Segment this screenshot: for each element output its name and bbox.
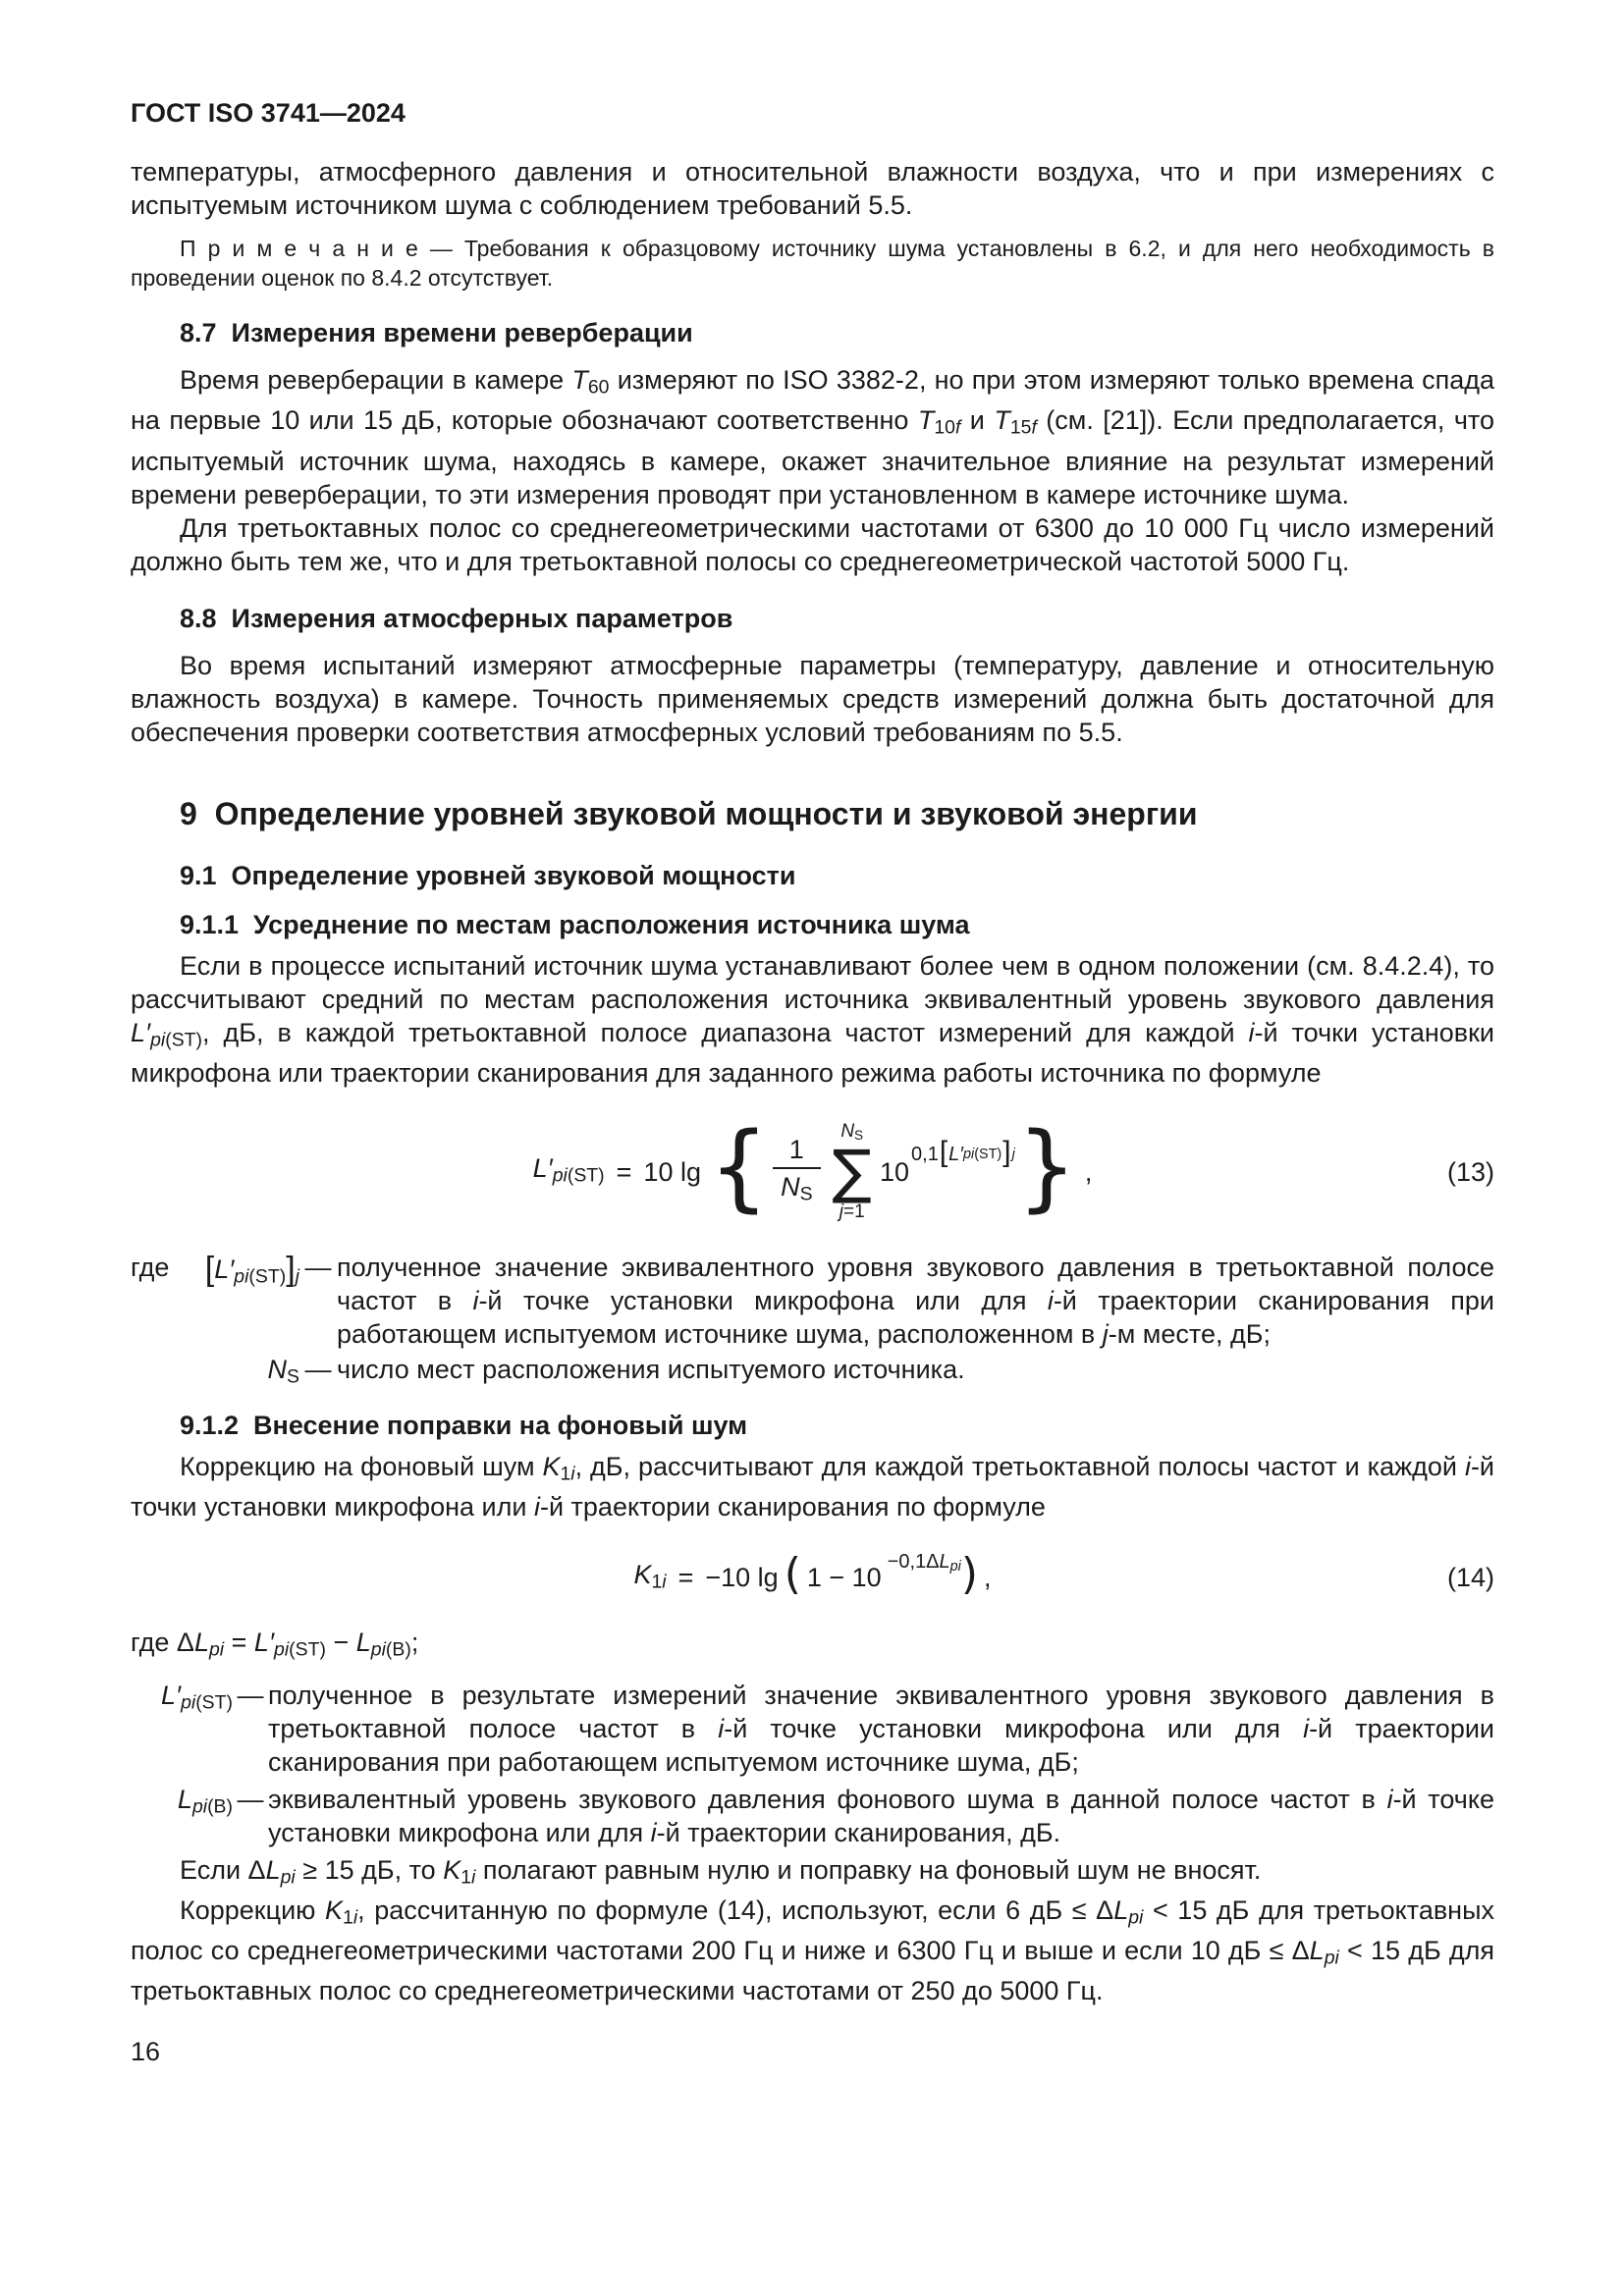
paragraph-continuation: температуры, атмосферного давления и относительной влажности воздуха, что и при измерениях с испытуемым источником шума с соблюдением требований 5.5. [131,157,1494,220]
equals-sign: = [616,1156,632,1187]
definition-lpist [131,1679,1494,1779]
heading-9-1-1: 9.1.1 Усреднение по местам расположения источника шума [180,909,970,939]
paragraph-k-usage: Коррекцию K1i, рассчитанную по формуле (14), используют, если 6 дБ ≤ ΔLpi < 15 дБ для третьоктавных полос со среднегеометрическими частотами 200 Гц и ниже и 6300 Гц и выше и если 10 дБ ≤ ΔLpi < 15 дБ для третьоктавных полос со среднегеометрическими частотами от 250 до 5000 Гц. [131,1895,1494,2006]
left-brace: { [708,1111,770,1222]
definition-lpib [131,1783,1494,1849]
power-base: 10 [879,1156,910,1187]
trailing-comma: , [984,1563,992,1593]
formula-13 [131,1113,1494,1231]
heading-9-1: 9.1 Определение уровней звуковой мощности [180,860,796,890]
definition-dash: — [304,1354,332,1384]
where-row-lpist-j [131,1251,1494,1351]
note-paragraph: П р и м е ч а н и е — Требования к образцовому источнику шума установлены в 6.2, и для него необходимость в проведении оценок по 8.4.2 отсутствует. [131,236,1494,291]
page-number: 16 [131,2037,161,2067]
right-brace: } [1016,1111,1077,1222]
paragraph-averaging: Если в процессе испытаний источник шума устанавливают более чем в одном положении (см. 8.4.2.4), то рассчитывают средний по местам расположения источника эквивалентный уровень звукового давления L′pi(ST), дБ, в каждой третьоктавной полосе диапазона частот измерений для каждой i-й точки установки микрофона или траектории сканирования для заданного режима работы источника по формуле [131,950,1495,1088]
summation [833,1121,872,1224]
paragraph-background-noise: Коррекцию на фоновый шум K1i, дБ, рассчитывают для каждой третьоктавной полосы частот и каждой i-й точки установки микрофона или i-й траектории сканирования по формуле [131,1452,1495,1522]
formula-14 [131,1543,1494,1612]
summation-upper-limit: NS [840,1120,864,1143]
heading-8-7: 8.7 Измерения времени реверберации [180,318,693,347]
right-bracket: ] [286,1250,296,1288]
definition-text: эквивалентный уровень звукового давления фонового шума в данной полосе частот в i-й точке установки микрофона или для i-й траектории сканирования, дБ. [268,1784,1494,1847]
argument: 1 − 10 [806,1563,882,1593]
left-bracket: [ [204,1250,215,1288]
fraction-denominator: NS [773,1167,820,1210]
formula-13-expression [527,1111,1099,1224]
log-coefficient: −10 lg [705,1563,779,1593]
power-exponent: 0,1 [ L′ pi (ST) ] j [911,1135,1015,1168]
definition-dash: — [304,1252,332,1282]
fraction [773,1133,820,1210]
paragraph-reverberation: Время реверберации в камере T60 измеряют по ISO 3382-2, но при этом измеряют только времена спада на первые 10 или 15 дБ, которые обозначают соответственно T10f и T15f (см. [21]). Если предполагается, что испытуемый источник шума, находясь в камере, окажет значительное влияние на результат измерений времени реверберации, то эти измерения проводят при установленном в камере источнике шума. [131,365,1494,509]
heading-9: 9 Определение уровней звуковой мощности и звуковой энергии [180,795,1198,831]
paragraph-k-zero: Если ΔLpi ≥ 15 дБ, то K1i полагают равным нулю и поправку на фоновый шум не вносят. [180,1854,1262,1888]
definition-text: число мест расположения испытуемого источника. [337,1354,965,1384]
formula-14-number: (14) [1446,1563,1494,1593]
paragraph-third-octave: Для третьоктавных полос со среднегеометрическими частотами от 6300 до 10 000 Гц число измерений должно быть тем же, что и для третьоктавной полосы со среднегеометрической частотой 5000 Гц. [131,512,1494,576]
symbol-lpist-j: [L′pi(ST)]j [204,1250,299,1288]
paragraph-atmospheric: Во время испытаний измеряют атмосферные параметры (температуру, давление и относительную влажность воздуха) в камере. Точность применяемых средств измерений должна быть достаточной для обеспечения проверки соответствия атмосферных условий требованиям по 5.5. [131,650,1494,747]
heading-8-8: 8.8 Измерения атмосферных параметров [180,603,733,633]
fraction-numerator: 1 [788,1135,804,1165]
formula-14-expression [627,1549,997,1600]
power-term [879,1135,1015,1189]
exponent: −0,1ΔLpi [887,1550,961,1575]
formula-14-lhs: K1i [633,1559,667,1592]
definition-dash: — [237,1784,264,1814]
where-label: где [131,1252,170,1282]
right-bracket: ] [1002,1135,1011,1168]
symbol-lpist: L′pi(ST) [160,1680,233,1713]
right-paren: ) [960,1549,979,1600]
log-coefficient: 10 lg [643,1156,701,1187]
symbol-ns: NS [267,1354,299,1388]
definition-text: полученное в результате измерений значение эквивалентного уровня звукового давления в третьоктавной полосе частот в i-й точке установки микрофона или для i-й траектории сканирования при работающем испытуемом источнике шума, дБ; [268,1680,1494,1777]
formula-13-number: (13) [1446,1156,1494,1187]
equals-sign: = [677,1563,694,1593]
sigma-icon: ∑ [832,1138,872,1207]
trailing-comma: , [1084,1156,1093,1187]
summation-lower-limit: j=1 [839,1201,865,1223]
running-header: ГОСТ ISO 3741—2024 [131,98,406,128]
where-definitions [131,1251,1494,1393]
left-paren: ( [784,1549,801,1600]
left-bracket: [ [939,1135,948,1168]
formula-13-lhs: L′pi(ST) [532,1153,605,1187]
delta-definition-line: где ΔLpi = L′pi(ST) − Lpi(B); [131,1628,419,1661]
where-row-ns [131,1353,1494,1393]
definition-dash: — [237,1680,264,1710]
symbol-lpib: Lpi(B) [177,1784,233,1817]
definition-text: полученное значение эквивалентного уровня звукового давления в третьоктавной полосе частот в i-й точке установки микрофона или для i-й траектории сканирования при работающем испытуемом источнике шума, расположенном в j-м месте, дБ; [337,1252,1494,1349]
heading-9-1-2: 9.1.2 Внесение поправки на фоновый шум [180,1411,748,1441]
